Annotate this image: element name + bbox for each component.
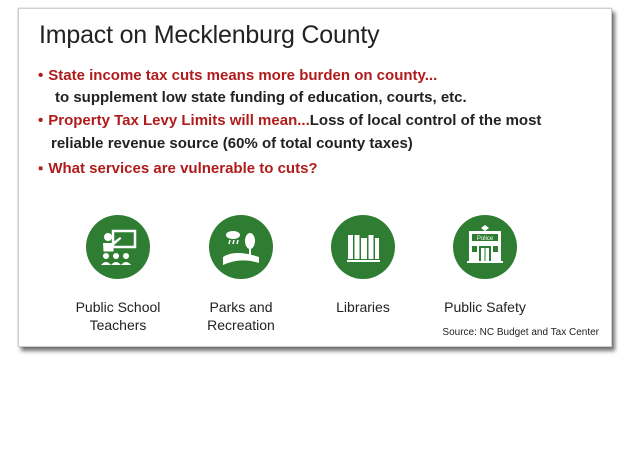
label-line: Parks and: [209, 299, 273, 315]
label-line: Libraries: [336, 299, 390, 315]
bullet-income-tax: [38, 67, 437, 84]
police-station-icon: [453, 215, 517, 279]
bullet-lead: State income tax cuts means more burden on county...: [48, 67, 438, 84]
label-line: Public School: [75, 299, 161, 315]
slide-title: Impact on Mecklenburg County: [39, 21, 380, 49]
police-sign-text: Police: [476, 236, 494, 242]
bullet-marker: •: [38, 67, 44, 84]
bullet-property-tax: [38, 112, 541, 129]
service-label-public-safety: [420, 298, 550, 316]
slide: [18, 8, 612, 347]
service-label-parks: [176, 298, 306, 334]
label-line: Teachers: [89, 317, 147, 333]
bullet-continuation: reliable revenue source (60% of total county taxes): [51, 135, 413, 152]
bullet-vulnerable-services: [38, 160, 318, 177]
teacher-icon: [86, 215, 150, 279]
bullet-lead: Property Tax Levy Limits will mean...: [48, 112, 310, 129]
service-label-libraries: [298, 298, 428, 316]
bullet-marker: •: [38, 112, 44, 129]
park-icon: [209, 215, 273, 279]
source-note: Source: NC Budget and Tax Center: [442, 327, 599, 338]
bullet-lead: What services are vulnerable to cuts?: [48, 160, 318, 177]
bullet-marker: ▪: [38, 160, 44, 177]
bullet-rest: Loss of local control of the most: [309, 112, 542, 129]
label-line: Recreation: [207, 317, 275, 333]
bullet-continuation: to supplement low state funding of education, courts, etc.: [55, 89, 467, 106]
service-label-teachers: [53, 298, 183, 334]
label-line: Public Safety: [444, 299, 526, 315]
books-icon: [331, 215, 395, 279]
